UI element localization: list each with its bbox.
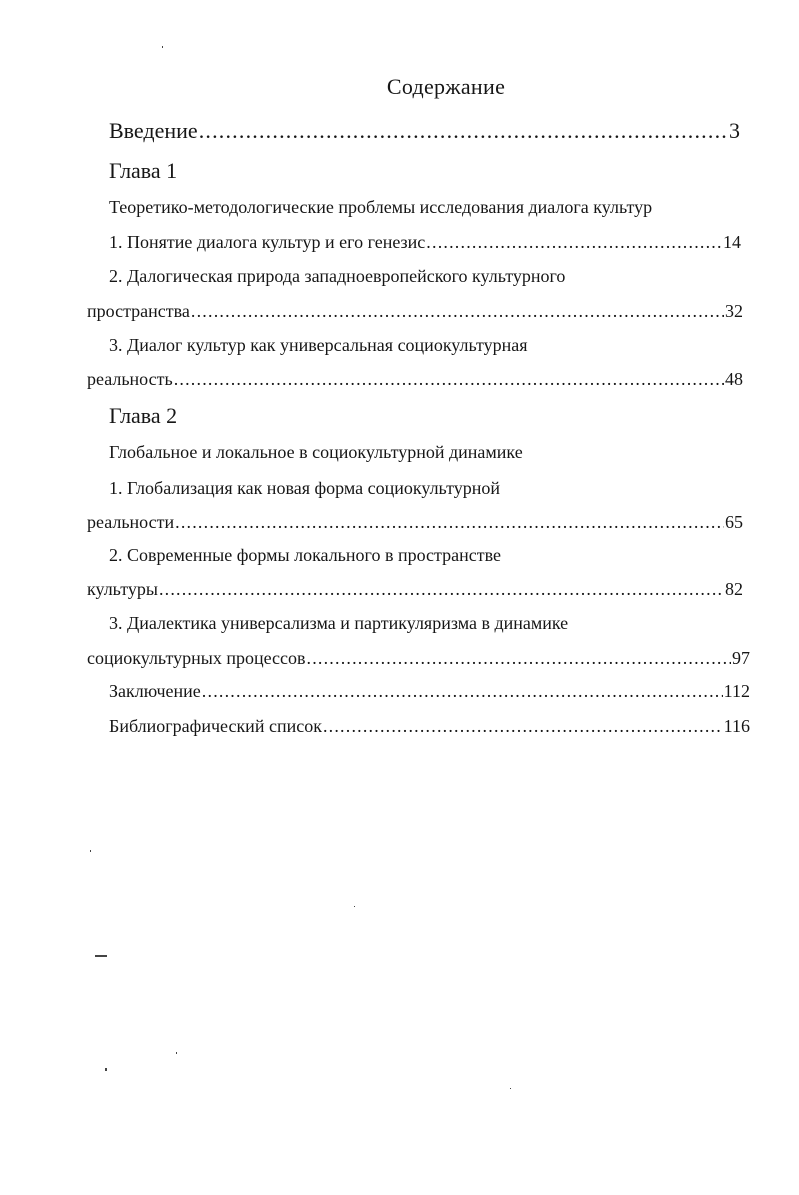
scan-speck (90, 850, 91, 852)
toc-entry-label: Введение (109, 118, 198, 143)
dot-leader (202, 679, 723, 703)
toc-entry-label: 1. Понятие диалога культур и его генезис (109, 232, 426, 252)
scan-speck (105, 1068, 107, 1071)
toc-entry-bibliography[interactable] (109, 714, 750, 738)
toc-entry-1-3[interactable] (87, 367, 743, 391)
toc-entry-label: социокультурных процессов (87, 648, 306, 668)
toc-title: Содержание (386, 74, 506, 99)
toc-entry-2-1-first-line: 1. Глобализация как новая форма социокультурной (109, 478, 500, 498)
toc-page-number: 32 (725, 301, 743, 321)
chapter-2-subtitle: Глобальное и локальное в социокультурной динамике (109, 442, 523, 462)
toc-entry-label: пространства (87, 301, 190, 321)
toc-page-number: 14 (723, 232, 741, 252)
toc-entry-label: реальность (87, 369, 173, 389)
toc-entry-1-3-first-line: 3. Диалог культур как универсальная социокультурная (109, 335, 528, 355)
dot-leader (159, 577, 724, 601)
scan-speck (176, 1052, 177, 1054)
toc-entry-label: Библиографический список (109, 716, 322, 736)
toc-entry-intro[interactable] (109, 117, 740, 145)
chapter-1-heading: Глава 1 (109, 158, 178, 183)
toc-entry-2-2[interactable] (87, 577, 743, 601)
scan-speck (510, 1088, 511, 1089)
dot-leader (174, 367, 724, 391)
toc-page-number: 65 (725, 512, 743, 532)
dot-leader (307, 646, 732, 670)
scan-speck (95, 955, 107, 957)
toc-page-number: 97 (732, 648, 750, 668)
toc-entry-label: реальности (87, 512, 175, 532)
toc-page-number: 82 (725, 579, 743, 599)
toc-entry-2-1[interactable] (87, 510, 743, 534)
toc-page-number: 116 (723, 716, 750, 736)
toc-page-number: 48 (725, 369, 743, 389)
scan-speck (162, 46, 163, 48)
dot-leader (323, 714, 723, 738)
toc-entry-2-3[interactable] (87, 646, 750, 670)
toc-entry-2-3-first-line: 3. Диалектика универсализма и партикуляризма в динамике (109, 613, 569, 633)
toc-entry-2-2-first-line: 2. Современные формы локального в пространстве (109, 545, 501, 565)
toc-page-number: 112 (723, 681, 750, 701)
toc-entry-label: Заключение (109, 681, 201, 701)
toc-page-number: 3 (729, 118, 740, 143)
dot-leader (199, 117, 728, 145)
dot-leader (175, 510, 724, 534)
toc-entry-1-1[interactable] (109, 230, 741, 254)
toc-entry-conclusion[interactable] (109, 679, 750, 703)
scan-speck (354, 906, 355, 907)
dot-leader (191, 299, 724, 323)
chapter-2-heading: Глава 2 (109, 403, 178, 428)
dot-leader (426, 230, 722, 254)
toc-entry-1-2-first-line: 2. Далогическая природа западноевропейского культурного (109, 266, 566, 286)
chapter-1-subtitle: Теоретико-методологические проблемы исследования диалога культур (109, 197, 653, 217)
toc-entry-1-2[interactable] (87, 299, 743, 323)
toc-entry-label: культуры (87, 579, 158, 599)
